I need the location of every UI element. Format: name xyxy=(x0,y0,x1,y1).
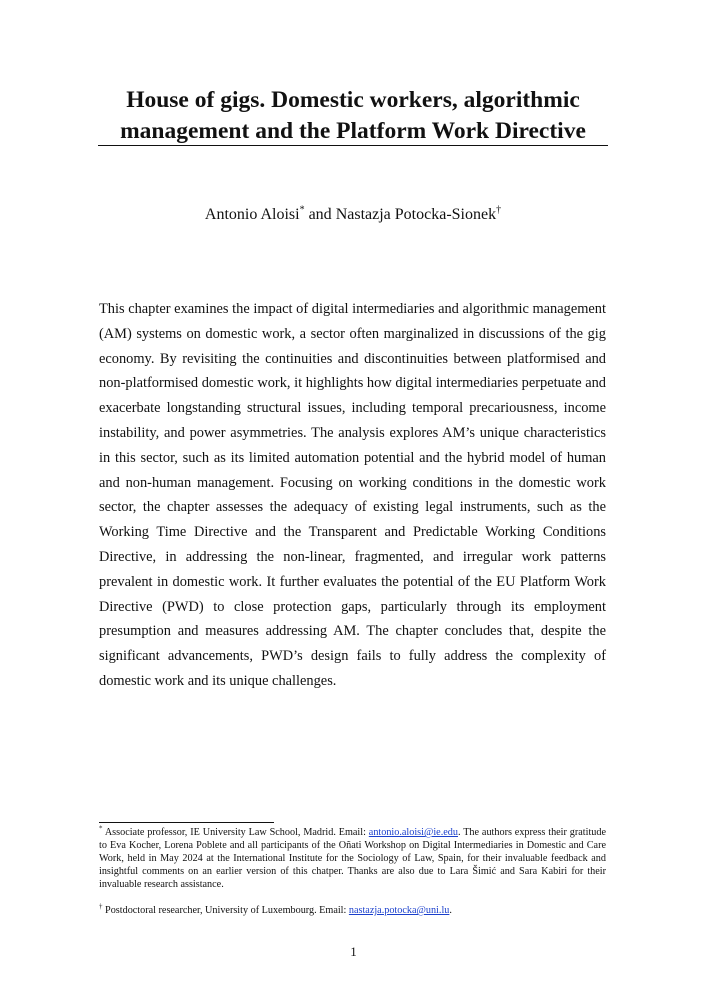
footnote-2-text-end: . xyxy=(449,905,452,916)
footnote-1-text-end: . The authors express their gratitude to Eva Kocher, Lorena Poblete and all participants of the Oñati Workshop on Digital Intermediaries in Domestic and Care Work, held in May 2024 at the International Institute for the Sociology of Law, Spain, for their invaluable feedback and insightful comments on an earlier version of this chatper. Thanks are also due to Lara Šimić and Sara Kabiri for their invaluable research assistance. xyxy=(99,827,606,890)
author-connector: and xyxy=(304,206,336,223)
footnote-1-mark: * xyxy=(99,824,103,833)
footnote-separator xyxy=(99,822,274,823)
author-2-footnote-mark[interactable]: † xyxy=(496,204,502,216)
title-line-2: management and the Platform Work Directive xyxy=(120,118,586,144)
author-1-footnote-mark[interactable]: * xyxy=(299,204,305,216)
author-1-email-link[interactable]: antonio.aloisi@ie.edu xyxy=(368,827,458,838)
author-1-name: Antonio Aloisi xyxy=(204,206,300,223)
footnote-2-mark: † xyxy=(99,902,103,911)
footnote-2 xyxy=(99,904,606,917)
paper-title xyxy=(98,85,608,147)
title-underline xyxy=(98,145,608,146)
footnote-1 xyxy=(99,826,606,891)
footnote-1-text-start: Associate professor, IE University Law School, Madrid. Email: xyxy=(102,827,369,838)
abstract-paragraph: This chapter examines the impact of digital intermediaries and algorithmic management (AM) systems on domestic work, a sector often marginalized in discussions of the gig economy. By revisiting the continuities and discontinuities between platformised and non-platformised domestic work, it highlights how digital intermediaries perpetuate and exacerbate longstanding structural issues, including temporal precariousness, income instability, and power asymmetries. The analysis explores AM’s unique characteristics in this sector, such as its limited automation potential and the hybrid model of human and non-human management. Focusing on working conditions in the domestic work sector, the chapter assesses the adequacy of existing legal instruments, such as the Working Time Directive and the Transparent and Predictable Working Conditions Directive, in addressing the non-linear, fragmented, and irregular work patterns prevalent in domestic work. It further evaluates the potential of the EU Platform Work Directive (PWD) to close protection gaps, particularly through its employment presumption and measures addressing AM. The chapter concludes that, despite the significant advancements, PWD’s design fails to fully address the complexity of domestic work and its unique challenges. xyxy=(99,301,606,689)
footnote-2-text-start: Postdoctoral researcher, University of Luxembourg. Email: xyxy=(102,905,349,916)
author-line xyxy=(98,205,608,225)
page-number: 1 xyxy=(350,944,357,959)
author-2-name: Nastazja Potocka-Sionek xyxy=(335,206,497,223)
title-line-1: House of gigs. Domestic workers, algorithmic xyxy=(126,87,580,113)
author-2-email-link[interactable]: nastazja.potocka@uni.lu xyxy=(348,905,450,916)
